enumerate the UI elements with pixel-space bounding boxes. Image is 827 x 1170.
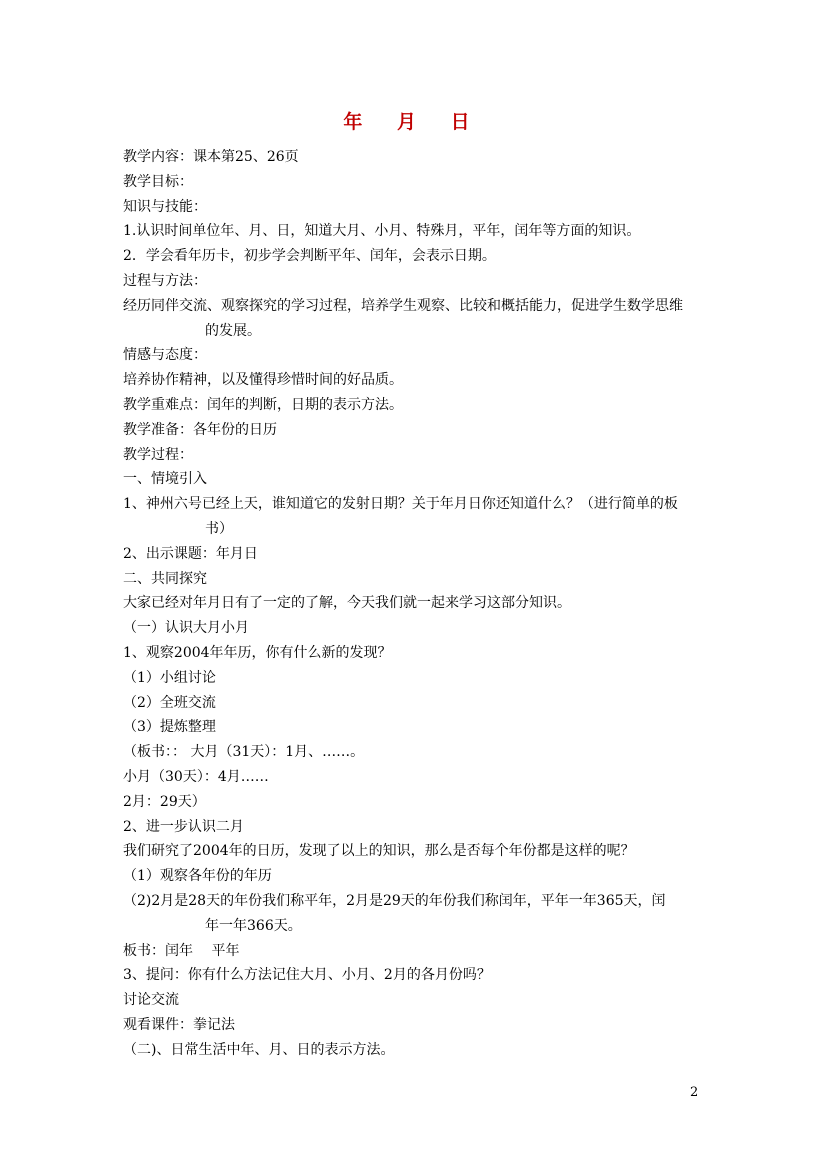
text-line: （2）全班交流 bbox=[123, 694, 216, 711]
text-line: （3）提炼整理 bbox=[123, 719, 216, 736]
text-line: （一）认识大月小月 bbox=[123, 620, 249, 637]
text-line: 培养协作精神，以及懂得珍惜时间的好品质。 bbox=[123, 372, 403, 389]
text-line: 2．学会看年历卡，初步学会判断平年、闰年，会表示日期。 bbox=[123, 248, 496, 265]
text-line: 教学内容：课本第25、26页 bbox=[123, 149, 299, 165]
text-line: 小月（30天）：4月…… bbox=[123, 768, 269, 785]
text-line: 年一年366天。 bbox=[205, 917, 302, 934]
text-line: 大家已经对年月日有了一定的了解，今天我们就一起来学习这部分知识。 bbox=[123, 595, 571, 612]
text-line: 书） bbox=[205, 520, 233, 537]
text-line: 教学准备：各年份的日历 bbox=[123, 421, 277, 438]
text-line: 1.认识时间单位年、月、日，知道大月、小月、特殊月，平年，闰年等方面的知识。 bbox=[123, 223, 641, 240]
text-line: 1、神州六号已经上天，谁知道它的发射日期？关于年月日你还知道什么？（进行简单的板 bbox=[123, 496, 678, 513]
text-line: 2、出示课题：年月日 bbox=[123, 545, 258, 562]
document-title: 年 月 日 bbox=[343, 111, 484, 133]
text-line: 教学重难点：闰年的判断，日期的表示方法。 bbox=[123, 396, 403, 413]
text-line: 我们研究了2004年的日历，发现了以上的知识，那么是否每个年份都是这样的呢？ bbox=[123, 843, 635, 860]
text-line: 2月：29天） bbox=[123, 793, 206, 810]
document-body bbox=[123, 145, 708, 1062]
text-line: （板书：： 大月（31天）：1月、……。 bbox=[123, 744, 365, 761]
page-number: 2 bbox=[690, 1085, 699, 1100]
text-line: 板书：闰年 平年 bbox=[123, 942, 240, 959]
text-line: 的发展。 bbox=[205, 322, 261, 339]
text-line: 二、共同探究 bbox=[123, 570, 207, 587]
text-line: （1）观察各年份的年历 bbox=[123, 868, 272, 885]
text-line: 过程与方法： bbox=[123, 272, 207, 289]
text-line: 经历同伴交流、观察探究的学习过程，培养学生观察、比较和概括能力，促进学生数学思维 bbox=[123, 297, 683, 314]
text-line: 观看课件：拳记法 bbox=[123, 1016, 235, 1033]
text-line: （2)2月是28天的年份我们称平年，2月是29天的年份我们称闰年，平年一年365天，闰 bbox=[123, 892, 666, 909]
text-line: 讨论交流 bbox=[123, 992, 179, 1009]
text-line: （二)、日常生活中年、月、日的表示方法。 bbox=[123, 1041, 395, 1058]
text-line: 1、观察2004年年历，你有什么新的发现？ bbox=[123, 644, 392, 661]
text-line: 一、情境引入 bbox=[123, 471, 207, 488]
text-line: 情感与态度： bbox=[123, 347, 207, 364]
text-line: 3、提问：你有什么方法记住大月、小月、2月的各月份吗？ bbox=[123, 967, 491, 984]
text-line: 教学过程： bbox=[123, 446, 193, 463]
text-line: 教学目标： bbox=[123, 173, 193, 190]
text-line: （1）小组讨论 bbox=[123, 669, 216, 686]
text-line: 2、进一步认识二月 bbox=[123, 818, 244, 835]
text-line: 知识与技能： bbox=[123, 198, 207, 215]
